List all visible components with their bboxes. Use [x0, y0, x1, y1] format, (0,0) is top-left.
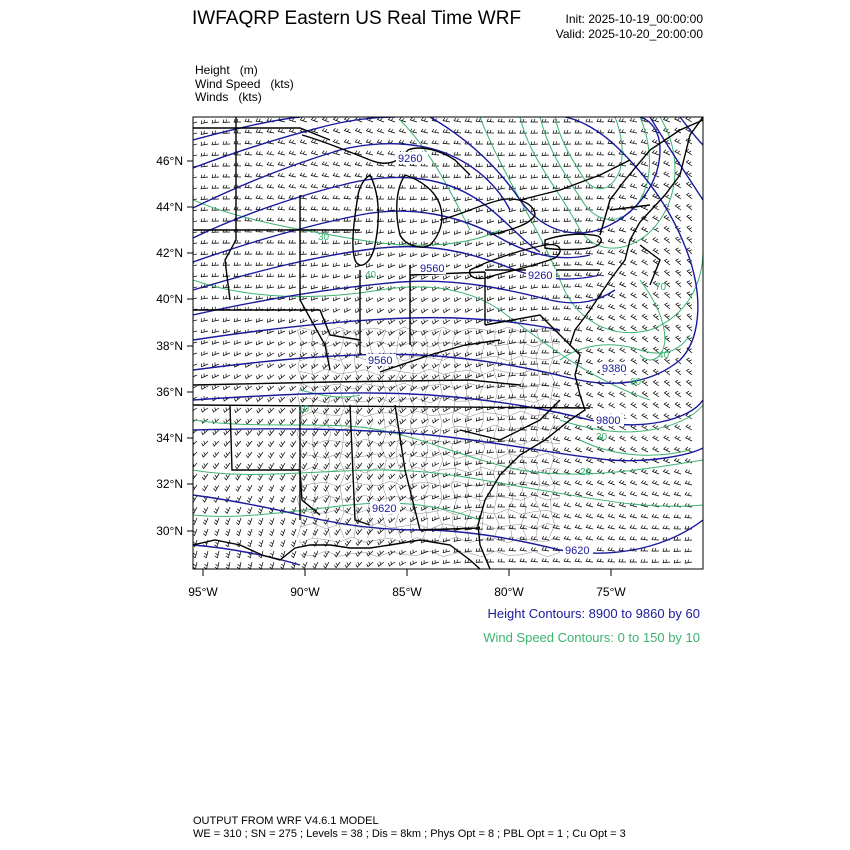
height-label: 9380: [602, 363, 627, 375]
lat-label: 46°N: [156, 154, 183, 168]
height-contour-note: Height Contours: 8900 to 9860 by 60: [487, 606, 700, 621]
height-label: 9560: [420, 263, 445, 275]
height-label: 9800: [596, 415, 621, 427]
wind-label: 10: [298, 404, 310, 415]
longitude-labels: [188, 585, 626, 599]
lon-label: 80°W: [494, 585, 524, 599]
latitude-labels: [156, 154, 183, 538]
init-time: Init: 2025-10-19_00:00:00: [565, 12, 703, 26]
lat-label: 40°N: [156, 292, 183, 306]
lon-label: 75°W: [596, 585, 626, 599]
valid-time: Valid: 2025-10-20_20:00:00: [555, 27, 703, 41]
field-unit: (m): [239, 63, 258, 77]
map-title: IWFAQRP Eastern US Real Time WRF: [192, 8, 522, 29]
field-name: Wind Speed: [195, 76, 261, 91]
field-unit: (kts): [270, 76, 294, 91]
lon-label: 95°W: [188, 585, 218, 599]
field-name: Height: [195, 63, 230, 77]
height-label: 9560: [368, 355, 393, 367]
lat-label: 44°N: [156, 200, 183, 214]
wind-label: 30: [318, 232, 330, 243]
wind-label: 60: [630, 377, 642, 388]
lon-label: 85°W: [392, 585, 422, 599]
wind-label: 30: [596, 432, 608, 443]
lat-label: 36°N: [156, 385, 183, 399]
height-label: 9260: [398, 153, 423, 165]
height-label: 9620: [372, 503, 397, 515]
lat-label: 38°N: [156, 339, 183, 353]
height-label: 9260: [528, 270, 553, 282]
wind-label: 70: [655, 282, 667, 293]
model-version: OUTPUT FROM WRF V4.6.1 MODEL: [193, 815, 379, 827]
wind-label: 20: [580, 467, 592, 478]
lat-label: 34°N: [156, 431, 183, 445]
lat-label: 30°N: [156, 524, 183, 538]
wind-label: 40: [365, 270, 377, 281]
field-unit: (kts): [238, 90, 262, 104]
wind-contour-note: Wind Speed Contours: 0 to 150 by 10: [483, 630, 700, 645]
field-name: Winds: [195, 90, 229, 104]
lat-label: 32°N: [156, 477, 183, 491]
wind-label: 40: [658, 350, 670, 361]
lat-label: 42°N: [156, 246, 183, 260]
model-footer: [193, 815, 626, 840]
model-config: WE = 310 ; SN = 275 ; Levels = 38 ; Dis = 8km ; Phys Opt = 8 ; PBL Opt = 1 ; Cu Opt = 3: [193, 827, 626, 840]
lon-label: 90°W: [290, 585, 320, 599]
height-label: 9620: [565, 545, 590, 557]
